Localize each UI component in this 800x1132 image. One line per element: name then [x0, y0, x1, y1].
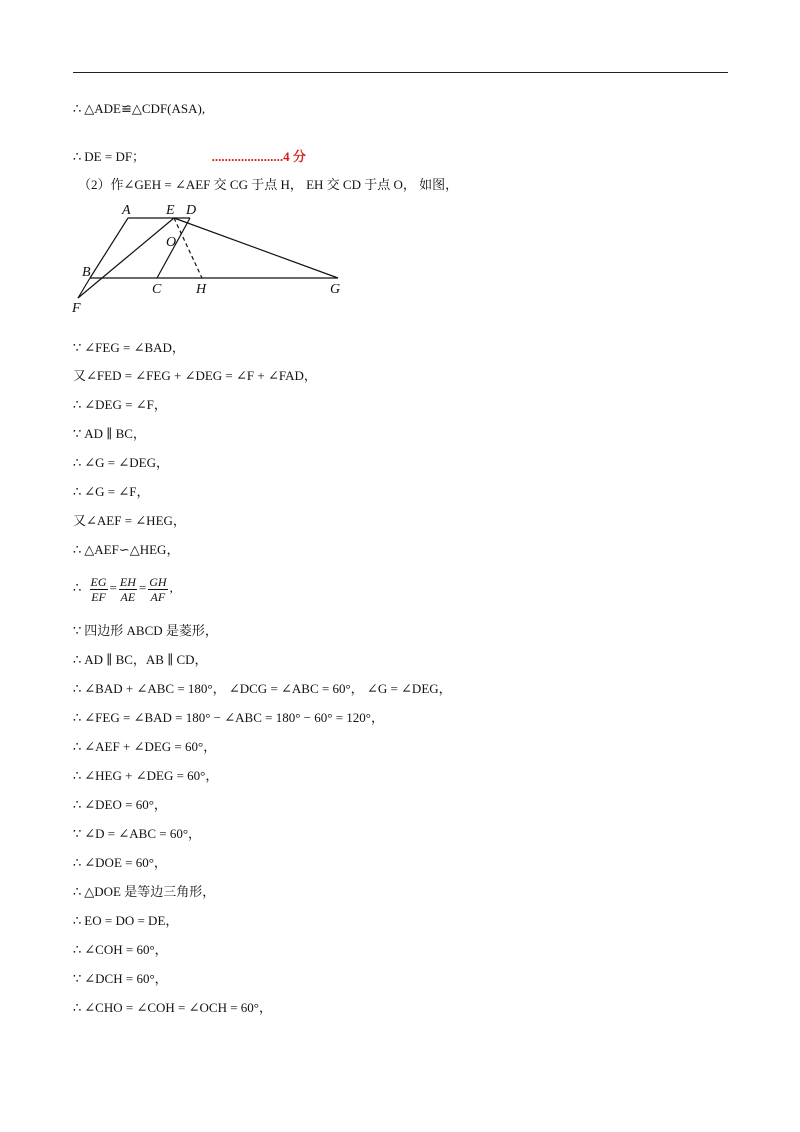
proof-line-9: ∴ ∠G = ∠F， [73, 484, 150, 500]
proof-line-11: ∴ △AEF∽△HEG， [73, 542, 180, 558]
proof-line-5: 又∠FED = ∠FEG + ∠DEG = ∠F + ∠FAD， [73, 368, 317, 383]
proof-line-3: （2）作∠GEH = ∠AEF 交 CG 于点 H， EH 交 CD 于点 O， 如图， [78, 177, 459, 192]
therefore-symbol: ∴ [73, 485, 82, 500]
therefore-symbol: ∴ [73, 543, 82, 558]
proof-line-25: ∵ ∠DCH = 60°， [73, 971, 168, 987]
segment-AB [90, 218, 128, 278]
therefore-symbol: ∴ [73, 682, 82, 697]
fraction-EH-AE: $\frac{EH}{AE}$ [119, 574, 136, 604]
because-symbol: ∵ [73, 624, 82, 639]
fraction-EG-EF: $\frac{EG}{EF}$ [90, 574, 107, 604]
proof-line-17: ∴ ∠AEF + ∠DEG = 60°， [73, 739, 217, 755]
proof-line-18: ∴ ∠HEG + ∠DEG = 60°， [73, 768, 219, 784]
label-G: G [330, 282, 341, 297]
proof-line-12-fractions: ∴ $\frac{EG}{EF}$ = $\frac{EH}{AE}$ = $\frac{GH}{AF}$ , [73, 574, 173, 604]
proof-line-16: ∴ ∠FEG = ∠BAD = 180° − ∠ABC = 180° − 60° = 120°， [73, 710, 384, 726]
therefore-symbol: ∴ [73, 150, 82, 165]
proof-line-19: ∴ ∠DEO = 60°， [73, 797, 167, 813]
proof-line-26: ∴ ∠CHO = ∠COH = ∠OCH = 60°， [73, 1000, 272, 1016]
label-E: E [166, 203, 175, 218]
label-B: B [82, 265, 91, 280]
proof-line-22: ∴ △DOE 是等边三角形， [73, 884, 216, 900]
therefore-symbol: ∴ [73, 398, 82, 413]
geometry-figure [70, 200, 360, 320]
therefore-symbol: ∴ [73, 885, 82, 900]
label-F: F [72, 301, 81, 316]
therefore-symbol: ∴ [73, 769, 82, 784]
proof-line-13: ∵ 四边形 ABCD 是菱形， [73, 623, 218, 639]
label-C: C [152, 282, 162, 297]
proof-line-1: ∴ △ADE≌△CDF(ASA), [73, 101, 206, 117]
because-symbol: ∵ [73, 972, 82, 987]
segment-BF [78, 278, 90, 298]
score-marker: ......................4 分 [211, 149, 306, 164]
proof-line-15: ∴ ∠BAD + ∠ABC = 180°， ∠DCG = ∠ABC = 60°， ∠G = ∠DEG， [73, 681, 452, 697]
label-H: H [196, 282, 207, 297]
proof-line-14: ∴ AD ∥ BC，AB ∥ CD， [73, 652, 208, 668]
because-symbol: ∵ [73, 827, 82, 842]
proof-line-23: ∴ EO = DO = DE， [73, 913, 179, 929]
therefore-symbol: ∴ [73, 456, 82, 471]
proof-line-4: ∵ ∠FEG = ∠BAD， [73, 340, 185, 356]
therefore-symbol: ∴ [73, 653, 82, 668]
fraction-GH-AF: $\frac{GH}{AF}$ [149, 574, 167, 604]
therefore-symbol: ∴ [73, 856, 82, 871]
because-symbol: ∵ [73, 341, 82, 356]
therefore-symbol: ∴ [73, 914, 82, 929]
therefore-symbol: ∴ [73, 943, 82, 958]
proof-line-8: ∴ ∠G = ∠DEG， [73, 455, 170, 471]
proof-line-2: ∴ DE = DF； ......................4 分 [73, 149, 306, 165]
proof-line-10: 又∠AEF = ∠HEG， [73, 513, 186, 528]
therefore-symbol: ∴ [73, 1001, 82, 1016]
label-A: A [122, 203, 131, 218]
proof-line-7: ∵ AD ∥ BC， [73, 426, 146, 442]
label-O: O [166, 235, 177, 250]
therefore-symbol: ∴ [73, 711, 82, 726]
header-rule [73, 72, 728, 73]
proof-line-24: ∴ ∠COH = 60°， [73, 942, 168, 958]
segment-EG [174, 218, 338, 278]
proof-line-6: ∴ ∠DEG = ∠F， [73, 397, 167, 413]
therefore-symbol: ∴ [73, 581, 82, 596]
therefore-symbol: ∴ [73, 740, 82, 755]
therefore-symbol: ∴ [73, 102, 82, 117]
because-symbol: ∵ [73, 427, 82, 442]
label-D: D [186, 203, 197, 218]
therefore-symbol: ∴ [73, 798, 82, 813]
proof-line-21: ∴ ∠DOE = 60°， [73, 855, 167, 871]
proof-line-20: ∵ ∠D = ∠ABC = 60°， [73, 826, 202, 842]
